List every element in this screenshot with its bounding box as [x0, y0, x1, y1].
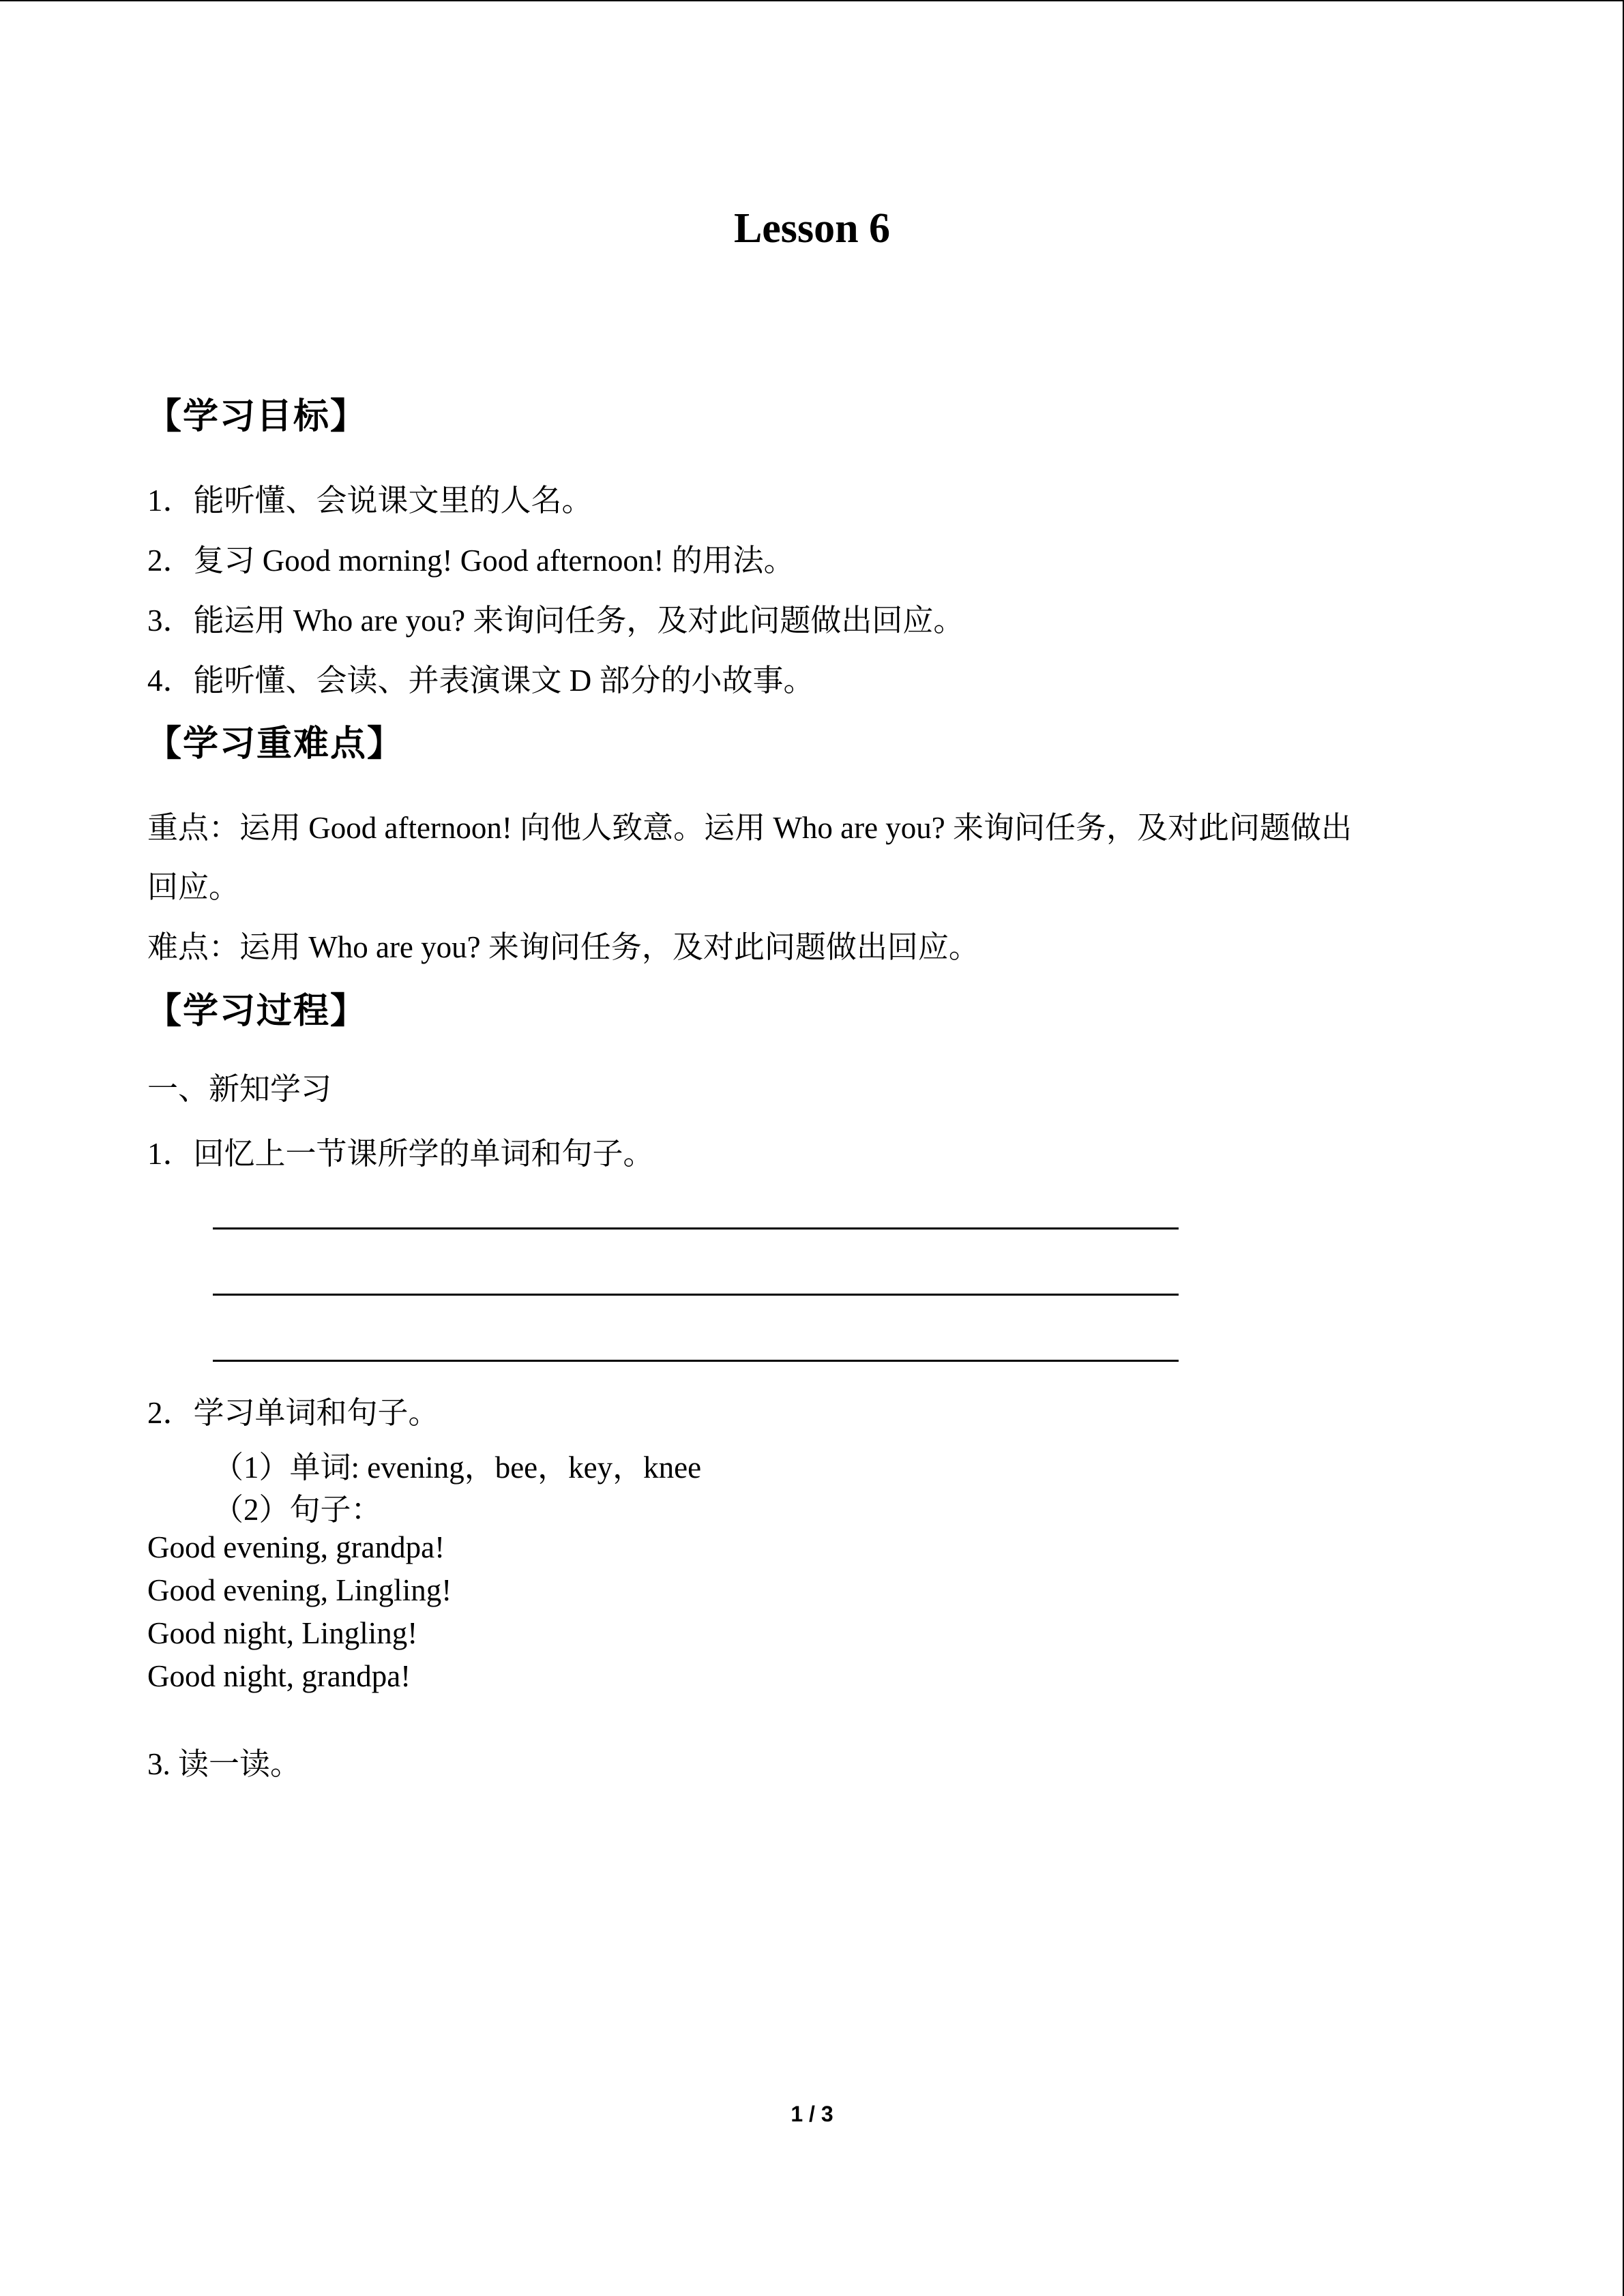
words-list: （1）单词: evening，bee，key，knee — [213, 1450, 702, 1485]
step-3: 3. 读一读。 — [147, 1747, 301, 1781]
heading-key-difficult-points: 【学习重难点】 — [146, 724, 404, 764]
heading-learning-objectives: 【学习目标】 — [146, 396, 368, 437]
step-1: 1．回忆上一节课所学的单词和句子。 — [147, 1137, 654, 1171]
heading-learning-process: 【学习过程】 — [146, 991, 368, 1032]
sentence-line: Good evening, Lingling! — [147, 1573, 452, 1607]
step-2: 2．学习单词和句子。 — [147, 1396, 439, 1430]
key-point-line-1: 重点：运用 Good afternoon! 向他人致意。运用 Who are you? 来询问任务，及对此问题做出 — [147, 811, 1353, 845]
sentence-line: Good night, grandpa! — [147, 1659, 411, 1693]
objective-1: 1．能听懂、会说课文里的人名。 — [147, 483, 593, 518]
difficult-point: 难点：运用 Who are you? 来询问任务，及对此问题做出回应。 — [147, 930, 979, 964]
objective-4: 4．能听懂、会读、并表演课文 D 部分的小故事。 — [147, 664, 814, 698]
answer-blank-line[interactable] — [213, 1227, 1179, 1229]
sentence-line: Good evening, grandpa! — [147, 1530, 445, 1564]
key-point-line-2: 回应。 — [147, 870, 240, 904]
page-number: 1 / 3 — [791, 2102, 833, 2126]
subheading-new-knowledge: 一、新知学习 — [147, 1072, 332, 1106]
objective-3: 3．能运用 Who are you? 来询问任务，及对此问题做出回应。 — [147, 603, 964, 638]
objective-2: 2．复习 Good morning! Good afternoon! 的用法。 — [147, 543, 795, 578]
answer-blank-line[interactable] — [213, 1294, 1179, 1296]
document-title: Lesson 6 — [733, 205, 891, 252]
sentence-line: Good night, Lingling! — [147, 1616, 418, 1650]
answer-blank-line[interactable] — [213, 1360, 1179, 1362]
sentences-label: （2）句子： — [213, 1493, 382, 1527]
